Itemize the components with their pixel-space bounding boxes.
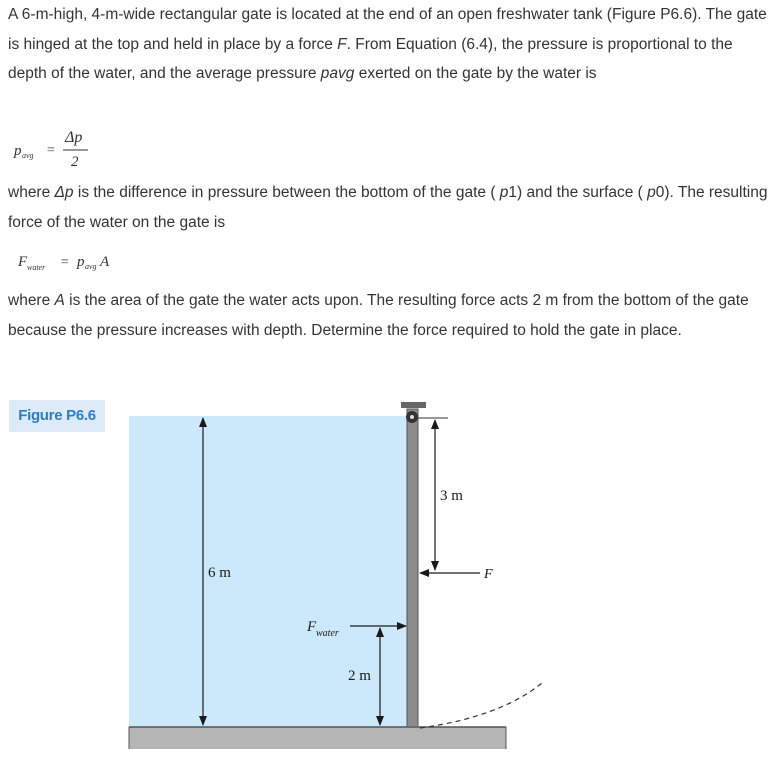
eq1-lhs-sub: avg [22, 151, 34, 160]
p2-text-4: ). The resulting force of the water on the gate is [8, 184, 768, 231]
hinge-pin-icon [410, 415, 414, 419]
eq2-rhs: p [77, 254, 85, 270]
figure-label: Figure P6.6 [9, 400, 105, 432]
p1-variable: p [499, 184, 509, 201]
p1-subscript: 1 [508, 184, 518, 201]
water-force-label: F [307, 619, 317, 635]
pressure-difference-paragraph [8, 178, 770, 237]
question-paragraph [8, 286, 770, 345]
eq1-lhs: p [14, 143, 22, 159]
gate-swing-arc [420, 683, 542, 728]
p2-text-3: ) and the surface ( [517, 184, 648, 201]
average-pressure-equation [10, 124, 120, 174]
eq2-lhs: F [18, 254, 28, 270]
eq2-lhs-sub: water [27, 263, 46, 272]
hinge-to-force-label: 3 m [440, 488, 463, 504]
force-variable: F [337, 35, 347, 53]
hinge-support [401, 402, 426, 408]
eq1-numerator: Δp [65, 129, 83, 146]
gate [407, 409, 418, 727]
p0-subscript: 0 [655, 184, 665, 201]
problem-intro-paragraph [8, 0, 770, 89]
pavg-variable: pavg [320, 65, 355, 82]
delta-p-variable: Δp [54, 184, 74, 201]
intro-text-2: . From Equation (6.4), the pressure is proportional to the depth of the water, and the average pressure [8, 35, 733, 82]
water-force-height-label: 2 m [348, 668, 371, 684]
height-label: 6 m [208, 565, 231, 581]
eq2-rhs-sub: avg [85, 262, 97, 271]
intro-text-3: exerted on the gate by the water is [354, 65, 597, 82]
force-label: F [484, 567, 493, 582]
p3-text-1: where [8, 292, 55, 309]
water-force-subscript: water [316, 628, 339, 639]
eq1-equals: = [46, 143, 56, 158]
p2-text-2: is the difference in pressure between the bottom of the gate ( [73, 184, 500, 201]
tank-ground [129, 727, 506, 749]
intro-text-1: A 6-m-high, 4-m-wide rectangular gate is located at the end of an open freshwater tank (Figure P6.6). The gate is hinged at the top and held in place by a force [8, 6, 767, 53]
eq2-rhs-area: A [100, 254, 110, 270]
eq2-equals: = [60, 255, 70, 270]
p3-text-2: is the area of the gate the water acts upon. The resulting force acts 2 m from the bottom of the gate because the pressure increases with depth. Determine the force required to hold the gate in place. [8, 292, 749, 339]
eq1-denominator: 2 [71, 154, 79, 170]
area-variable: A [54, 292, 65, 309]
p2-text-1: where [8, 184, 55, 201]
water-force-equation [14, 246, 154, 276]
p0-variable: p [647, 184, 656, 201]
gate-diagram [0, 395, 780, 777]
